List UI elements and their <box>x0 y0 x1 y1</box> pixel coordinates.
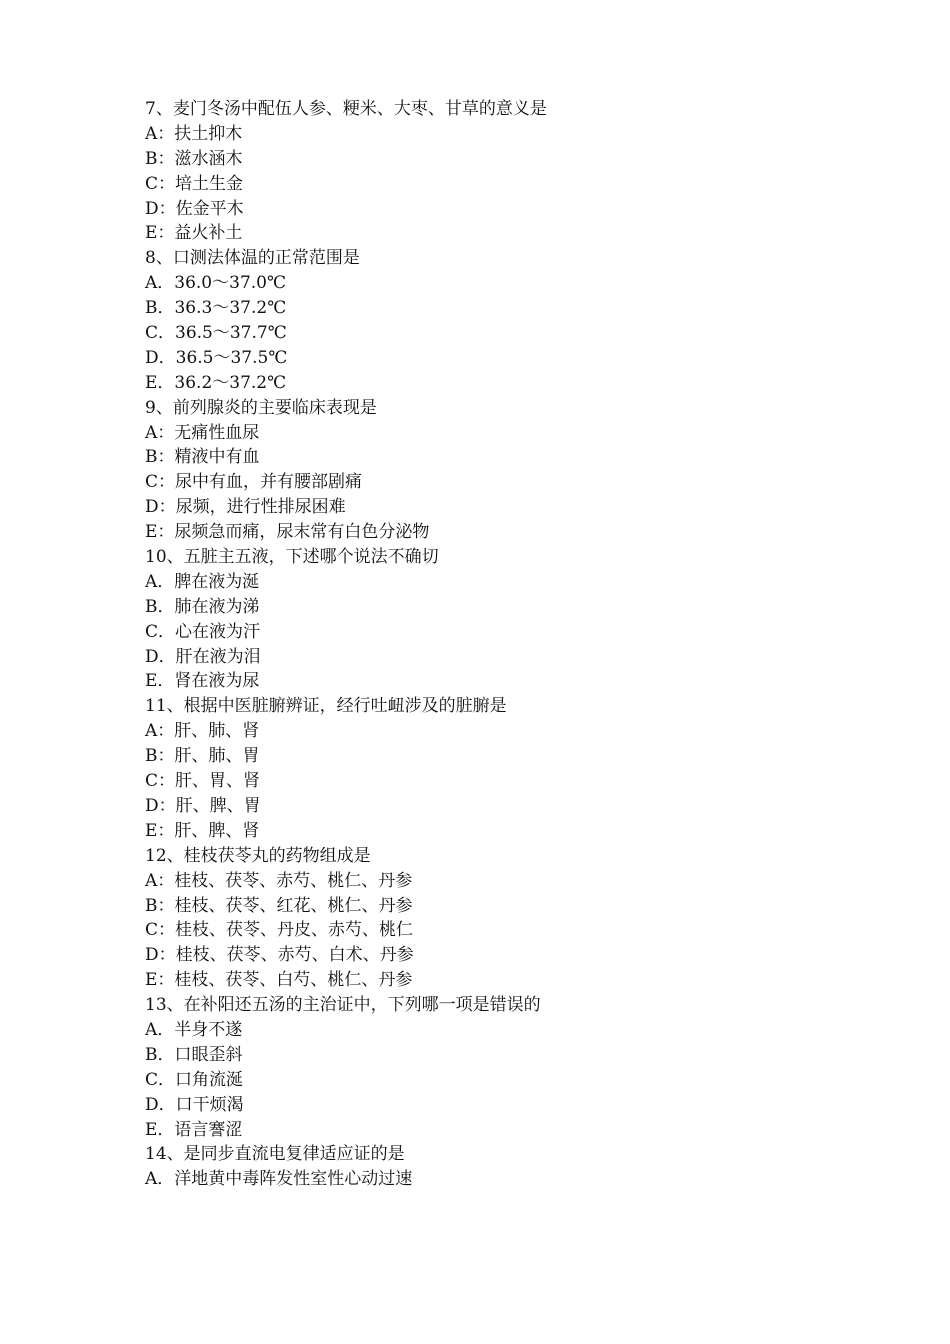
question-7-option-e: E：益火补土 <box>145 223 243 244</box>
question-9-option-a: A：无痛性血尿 <box>145 422 260 443</box>
question-11-option-e: E：肝、脾、肾 <box>145 820 260 841</box>
question-12-option-a: A：桂枝、茯苓、赤芍、桃仁、丹参 <box>145 870 413 891</box>
question-13-stem: 13、在补阳还五汤的主治证中，下列哪一项是错误的 <box>145 995 541 1016</box>
question-10-option-b: B．肺在液为涕 <box>145 596 260 617</box>
question-10-option-e: E．肾在液为尿 <box>145 671 260 692</box>
question-7-stem: 7、麦门冬汤中配伍人参、粳米、大枣、甘草的意义是 <box>145 99 547 119</box>
question-11-option-a: A：肝、肺、肾 <box>145 721 260 742</box>
question-13-option-d: D．口干烦渴 <box>145 1094 244 1115</box>
question-11-option-c: C：肝、胃、肾 <box>145 771 261 792</box>
question-8-option-b: B．36.3～37.2℃ <box>145 298 287 319</box>
question-8-option-e: E．36.2～37.2℃ <box>145 372 287 393</box>
question-13-option-a: A．半身不遂 <box>145 1019 243 1040</box>
question-10-stem: 10、五脏主五液，下述哪个说法不确切 <box>145 547 439 568</box>
question-13-option-c: C．口角流涎 <box>145 1069 244 1090</box>
question-12-option-c: C：桂枝、茯苓、丹皮、赤芍、桃仁 <box>145 920 414 941</box>
question-9-option-c: C：尿中有血，并有腰部剧痛 <box>145 472 363 493</box>
question-7-option-d: D：佐金平木 <box>145 198 244 219</box>
question-13-option-e: E．语言謇涩 <box>145 1119 243 1140</box>
question-9-option-d: D：尿频，进行性排尿困难 <box>145 497 346 518</box>
question-12-option-d: D：桂枝、茯苓、赤芍、白术、丹参 <box>145 945 414 966</box>
question-12-option-b: B：桂枝、茯苓、红花、桃仁、丹参 <box>145 895 413 916</box>
question-10-option-d: D．肝在液为泪 <box>145 646 261 667</box>
question-text-body <box>145 97 845 1192</box>
question-13-option-b: B．口眼歪斜 <box>145 1044 243 1065</box>
question-11-option-d: D：肝、脾、胃 <box>145 795 261 816</box>
question-7-option-c: C：培土生金 <box>145 173 244 194</box>
question-14-option-a: A．洋地黄中毒阵发性室性心动过速 <box>145 1169 413 1190</box>
question-8-option-d: D．36.5～37.5℃ <box>145 347 288 368</box>
question-9-stem: 9、前列腺炎的主要临床表现是 <box>145 397 377 418</box>
question-8-option-a: A．36.0～37.0℃ <box>145 273 286 294</box>
question-7-option-b: B：滋水涵木 <box>145 148 243 169</box>
question-8-stem: 8、口测法体温的正常范围是 <box>145 248 360 269</box>
question-11-stem: 11、根据中医脏腑辨证，经行吐衄涉及的脏腑是 <box>145 696 507 717</box>
question-12-option-e: E：桂枝、茯苓、白芍、桃仁、丹参 <box>145 970 413 991</box>
question-14-stem: 14、是同步直流电复律适应证的是 <box>145 1144 405 1165</box>
question-7-option-a: A：扶土抑木 <box>145 123 243 144</box>
question-9-option-e: E：尿频急而痛，尿末常有白色分泌物 <box>145 522 430 543</box>
question-10-option-c: C．心在液为汗 <box>145 621 261 642</box>
question-12-stem: 12、桂枝茯苓丸的药物组成是 <box>145 845 371 866</box>
question-8-option-c: C．36.5～37.7℃ <box>145 323 287 344</box>
question-9-option-b: B：精液中有血 <box>145 447 260 468</box>
question-10-option-a: A．脾在液为涎 <box>145 571 260 592</box>
question-11-option-b: B：肝、肺、胃 <box>145 746 260 767</box>
